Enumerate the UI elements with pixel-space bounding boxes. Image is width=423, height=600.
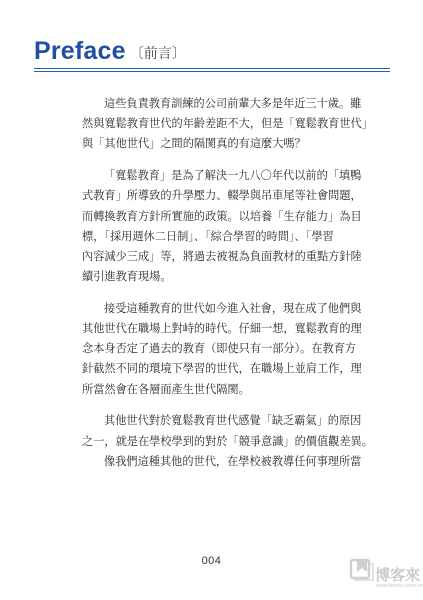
page-subtitle: 〔前言〕 xyxy=(129,46,186,62)
text-line: 所當然會在各層面產生世代隔閡。 xyxy=(82,382,250,396)
header-divider xyxy=(34,68,390,69)
text-line: 式教育」所導致的升學壓力、輟學與吊車尾等社會問題， xyxy=(82,189,362,203)
bookstore-logo-icon xyxy=(349,556,375,582)
text-line: 然與寬鬆教育世代的年齡差距不大，但是「寬鬆教育世代」 xyxy=(82,117,373,131)
text-line: 接受這種教育的世代如今進入社會，現在成了他們與 xyxy=(104,301,362,315)
text-line: 其他世代在職場上對峙的時代。仔細一想，寬鬆教育的理 xyxy=(82,322,362,336)
text-line: 與「其他世代」之間的隔閡真的有這麼大嗎？ xyxy=(82,137,306,151)
text-line: 像我們這種其他的世代，在學校被教導任何事理所當 xyxy=(104,454,362,468)
header-divider xyxy=(34,71,390,72)
page-title: Preface xyxy=(34,37,126,65)
paragraph xyxy=(82,299,362,400)
watermark-url: www.books.com.tw xyxy=(376,583,423,589)
text-line: 念本身否定了過去的教育（即使只有一部分）。在教育方 xyxy=(82,342,357,356)
page-header xyxy=(34,34,186,64)
paragraph xyxy=(82,166,362,287)
paragraph xyxy=(82,94,373,155)
watermark xyxy=(349,554,423,594)
text-line: 續引進教育現場。 xyxy=(82,270,172,284)
text-line: 之一，就是在學校學到的對於「競爭意識」的價值觀差異。 xyxy=(82,434,373,448)
watermark-text: 博客來 xyxy=(375,566,421,584)
text-line: 而轉換教育方針所實施的政策。以培養「生存能力」為目 xyxy=(82,209,362,223)
text-line: 「寬鬆教育」是為了解決一九八〇年代以前的「填鴨 xyxy=(104,169,362,183)
text-line: 標，「採用週休二日制」、「綜合學習的時間」、「學習 xyxy=(82,229,334,243)
text-line: 針截然不同的環境下學習的世代，在職場上並肩工作，理 xyxy=(82,362,362,376)
body-text xyxy=(82,94,373,483)
text-line: 內容減少三成」等，將過去被視為負面教材的重點方針陸 xyxy=(82,249,362,263)
page-number: 004 xyxy=(201,555,222,567)
paragraph xyxy=(82,411,373,472)
text-line: 其他世代對於寬鬆教育世代感覺「缺乏霸氣」的原因 xyxy=(104,414,362,428)
text-line: 這些負責教育訓練的公司前輩大多是年近三十歲。雖 xyxy=(104,97,362,110)
